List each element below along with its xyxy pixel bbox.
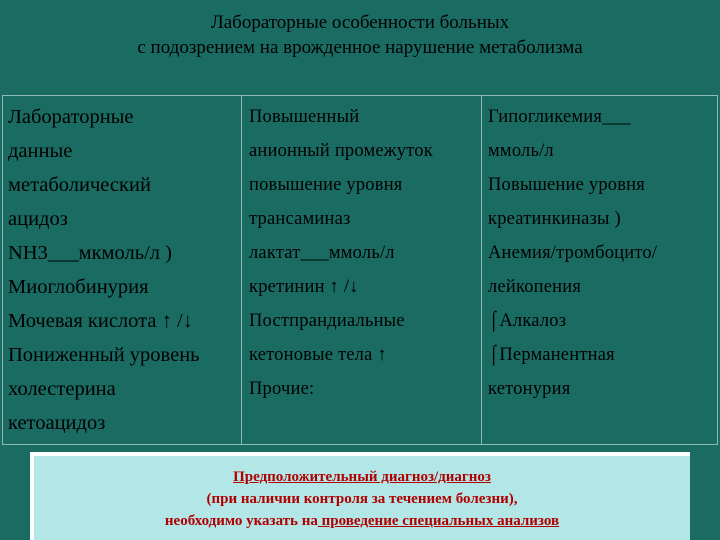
cell-line: лактат___ммоль/л (249, 243, 395, 263)
cell-line: Гипогликемия___ (488, 107, 631, 127)
cell-line: ⌠Перманентная (488, 345, 615, 365)
instruction-prefix: необходимо указать на (164, 513, 318, 529)
cell-line: Постпрандиальные (249, 311, 405, 331)
cell-line: анионный промежуток (249, 141, 433, 161)
cell-line: данные (8, 140, 73, 162)
cell-line: Анемия/тромбоцито/ (488, 243, 658, 263)
title-line-1: Лабораторные особенности больных (210, 12, 510, 33)
slide-title (0, 10, 720, 60)
cell-line: Прочие: (249, 379, 315, 399)
cell-line: трансаминаз (249, 209, 351, 229)
column-right (482, 96, 717, 444)
cell-line: повышение уровня (249, 175, 403, 195)
column-lab-data (3, 96, 242, 444)
cell-line: кетоацидоз (8, 412, 106, 434)
cell-line: Лабораторные (8, 106, 134, 128)
cell-line: Повышенный (249, 107, 360, 127)
diagnosis-condition: (при наличии контроля за течением болезни), (206, 491, 518, 507)
cell-line: Пониженный уровень (8, 344, 200, 366)
cell-line: метаболический (8, 174, 151, 196)
cell-line: ⌠Алкалоз (488, 311, 567, 331)
cell-line: ацидоз (8, 208, 68, 230)
diagnosis-note-box (30, 452, 690, 540)
cell-line: Повышение уровня (488, 175, 645, 195)
special-tests-link[interactable]: проведение специальных анализов (317, 513, 560, 529)
cell-line: ммоль/л (488, 141, 554, 161)
cell-line: креатинкиназы ) (488, 209, 621, 229)
cell-line: лейкопения (488, 277, 582, 297)
title-line-2: с подозрением на врожденное нарушение метаболизма (137, 37, 583, 58)
cell-line: кретинин ↑ /↓ (249, 277, 359, 297)
cell-line: Мочевая кислота ↑ /↓ (8, 310, 193, 332)
cell-line: Миоглобинурия (8, 276, 149, 298)
cell-line: холестерина (8, 378, 116, 400)
cell-line: NH3___мкмоль/л ) (8, 242, 172, 264)
diagnosis-instruction (34, 510, 690, 532)
cell-line: кетонурия (488, 379, 571, 399)
cell-line: кетоновые тела ↑ (249, 345, 387, 365)
lab-data-table (2, 95, 718, 445)
diagnosis-heading: Предположительный диагноз/диагноз (233, 469, 491, 485)
column-middle (242, 96, 482, 444)
